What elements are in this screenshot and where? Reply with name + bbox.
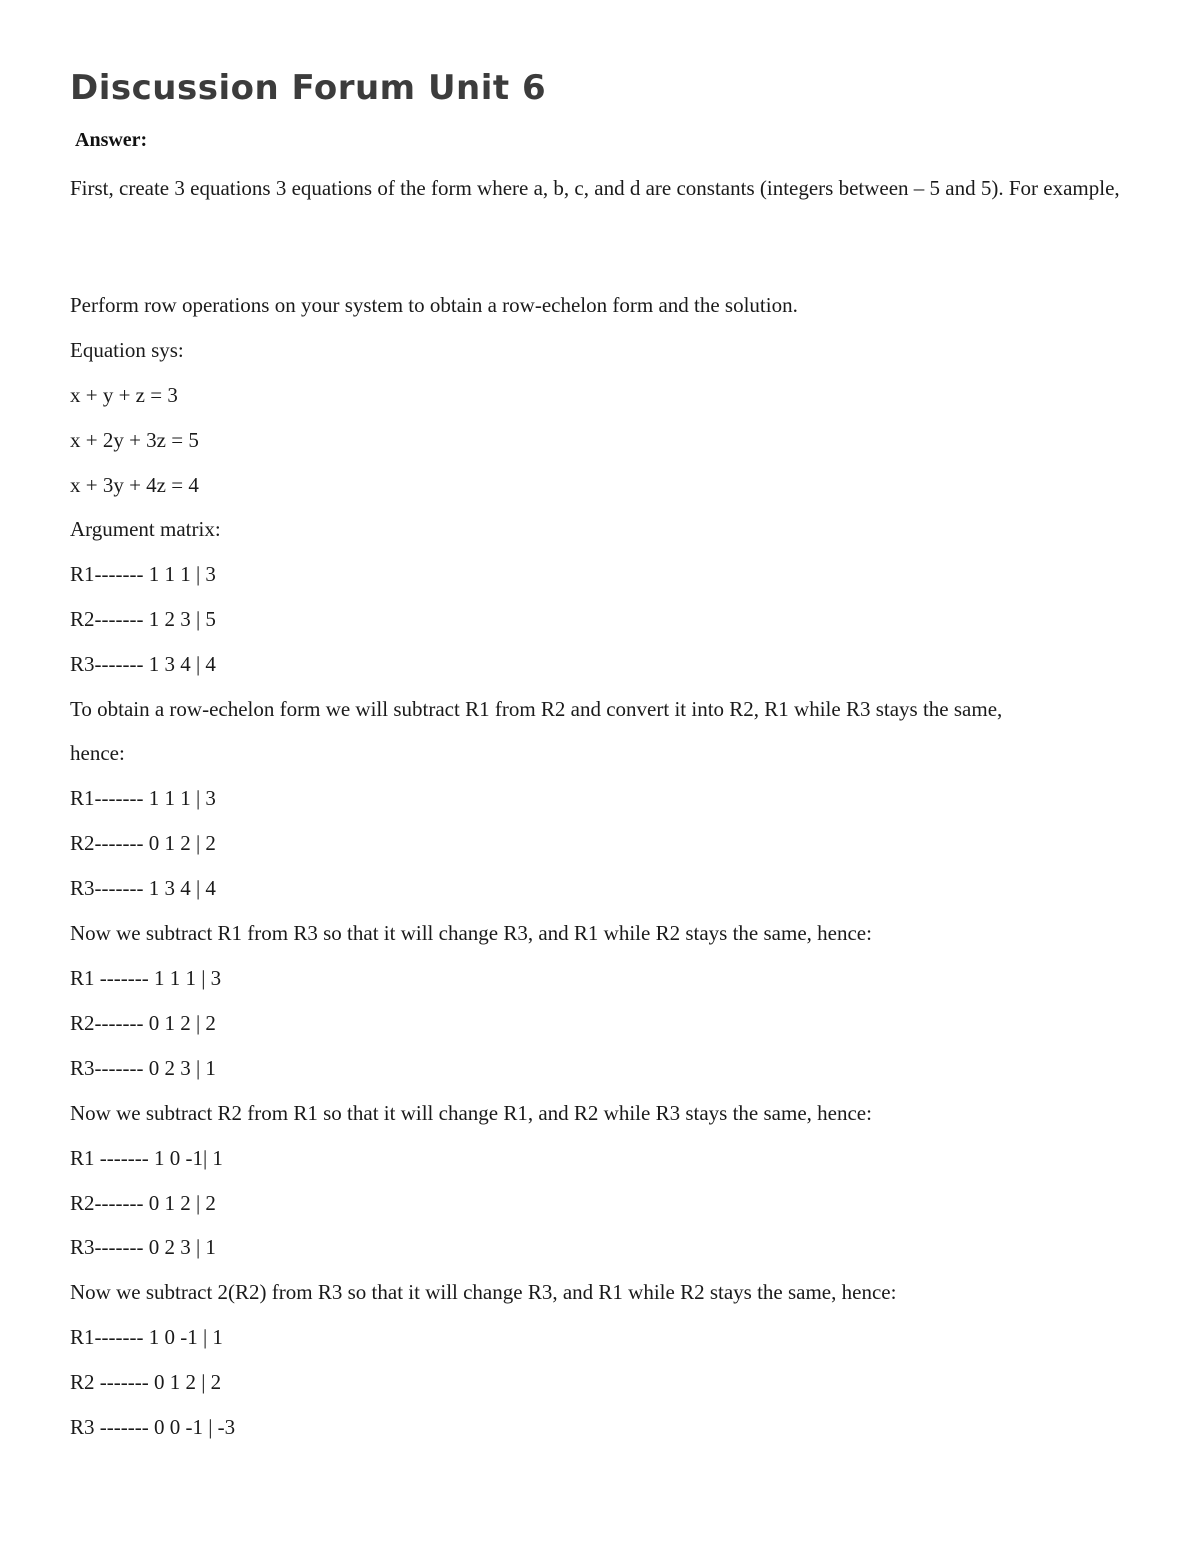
matrix-row: R3------- 1 3 4 | 4 bbox=[70, 876, 216, 900]
matrix-row: R1------- 1 1 1 | 3 bbox=[70, 786, 216, 810]
equation-line: x + 2y + 3z = 5 bbox=[70, 428, 199, 452]
matrix-row: R1------- 1 0 -1 | 1 bbox=[70, 1325, 223, 1349]
matrix-row: R2------- 0 1 2 | 2 bbox=[70, 1011, 216, 1035]
matrix-row: R2------- 0 1 2 | 2 bbox=[70, 831, 216, 855]
matrix-row: R1------- 1 1 1 | 3 bbox=[70, 562, 216, 586]
paragraph-line: Now we subtract R1 from R3 so that it will change R3, and R1 while R2 stays the same, hence: bbox=[70, 921, 872, 945]
paragraph-line: Argument matrix: bbox=[70, 517, 221, 541]
paragraph-line: Equation sys: bbox=[70, 338, 184, 362]
matrix-row: R3------- 0 2 3 | 1 bbox=[70, 1235, 216, 1259]
matrix-row: R2------- 0 1 2 | 2 bbox=[70, 1191, 216, 1215]
page-title: Discussion Forum Unit 6 bbox=[70, 68, 547, 108]
paragraph-line: To obtain a row-echelon form we will subtract R1 from R2 and convert it into R2, R1 while R3 stays the same, bbox=[70, 697, 1003, 721]
answer-label: Answer: bbox=[75, 129, 148, 151]
paragraph-line: hence: bbox=[70, 741, 125, 765]
intro-paragraph: First, create 3 equations 3 equations of the form where a, b, c, and d are constants (integers between – 5 and 5). For example, bbox=[70, 176, 1120, 200]
paragraph-line: Now we subtract R2 from R1 so that it will change R1, and R2 while R3 stays the same, hence: bbox=[70, 1101, 872, 1125]
matrix-row: R1 ------- 1 1 1 | 3 bbox=[70, 966, 222, 990]
equation-line: x + y + z = 3 bbox=[70, 383, 178, 407]
matrix-row: R2 ------- 0 1 2 | 2 bbox=[70, 1370, 222, 1394]
paragraph-line: Perform row operations on your system to obtain a row-echelon form and the solution. bbox=[70, 293, 798, 317]
matrix-row: R3------- 0 2 3 | 1 bbox=[70, 1056, 216, 1080]
matrix-row: R3 ------- 0 0 -1 | -3 bbox=[70, 1415, 236, 1439]
equation-line: x + 3y + 4z = 4 bbox=[70, 473, 199, 497]
matrix-row: R1 ------- 1 0 -1| 1 bbox=[70, 1146, 223, 1170]
paragraph-line: Now we subtract 2(R2) from R3 so that it will change R3, and R1 while R2 stays the same, hence: bbox=[70, 1280, 897, 1304]
matrix-row: R3------- 1 3 4 | 4 bbox=[70, 652, 216, 676]
matrix-row: R2------- 1 2 3 | 5 bbox=[70, 607, 216, 631]
